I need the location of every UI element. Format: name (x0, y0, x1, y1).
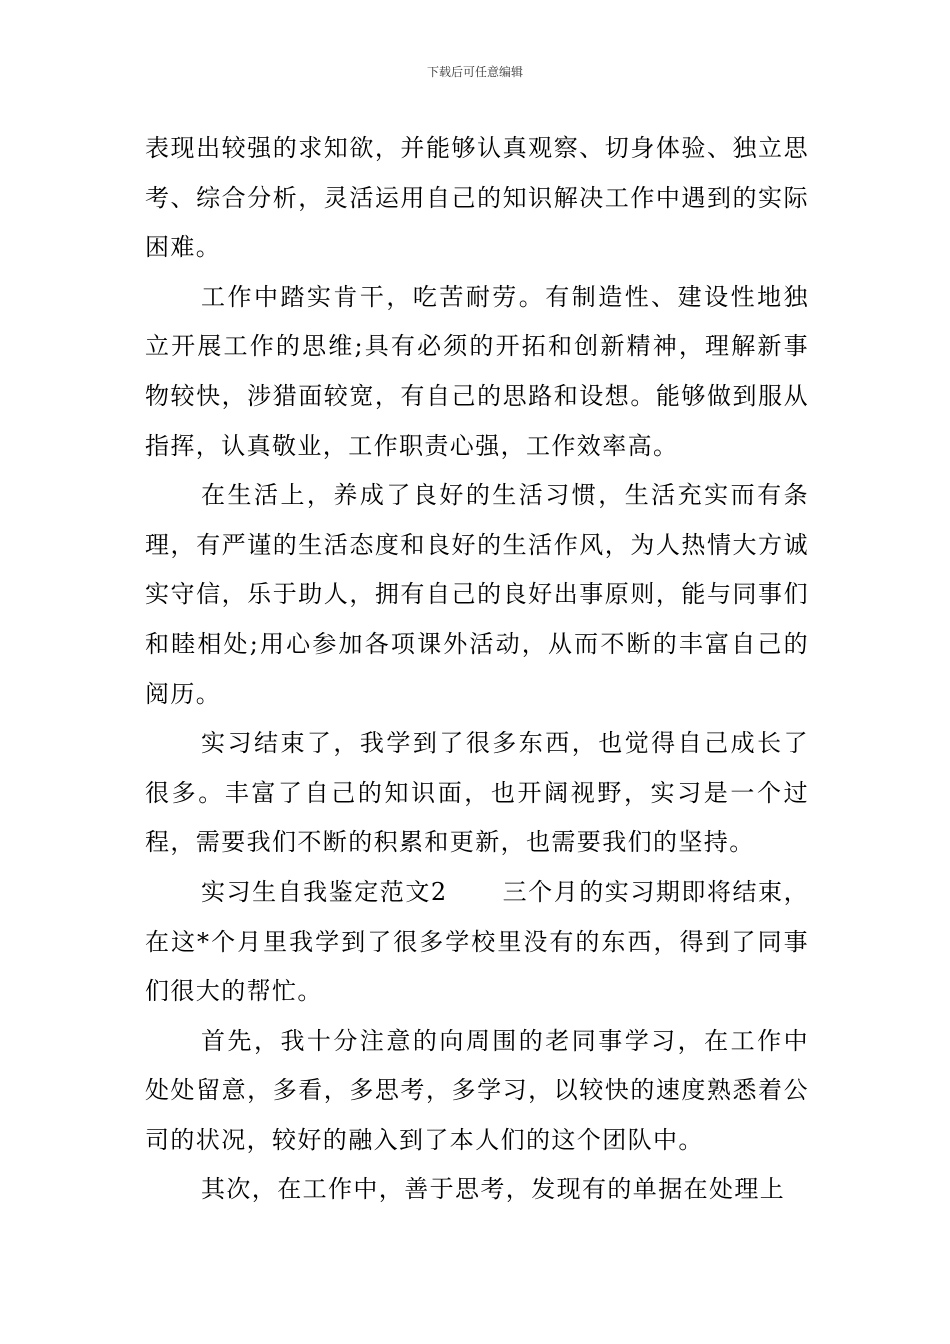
paragraph-1: 表现出较强的求知欲，并能够认真观察、切身体验、独立思考、综合分析，灵活运用自己的知识解决工作中遇到的实际困难。 (145, 134, 809, 262)
section-lead: 三个月的实习期即将结束，在这*个月里我学到了很多学校里没有的东西，得到了同事们很大的帮忙。 (145, 877, 809, 1006)
page-header-note: 下载后可任意编辑 (426, 65, 523, 79)
paragraph-6: 其次，在工作中，善于思考，发现有的单据在处理上 (201, 1175, 786, 1204)
paragraph-5: 首先，我十分注意的向周围的老同事学习，在工作中处处留意，多看，多思考，多学习，以较快的速度熟悉着公司的状况，较好的融入到了本人们的这个团队中。 (145, 1026, 809, 1154)
section-title: 实习生自我鉴定范文2 (201, 877, 448, 906)
document-body (145, 124, 809, 1215)
paragraph-3: 在生活上，养成了良好的生活习惯，生活充实而有条理，有严谨的生活态度和良好的生活作风，为人热情大方诚实守信，乐于助人，拥有自己的良好出事原则，能与同事们和睦相处;用心参加各项课外活动，从而不断的丰富自己的阅历。 (145, 481, 809, 708)
paragraph-2: 工作中踏实肯干，吃苦耐劳。有制造性、建设性地独立开展工作的思维;具有必须的开拓和创新精神，理解新事物较快，涉猎面较宽，有自己的思路和设想。能够做到服从指挥，认真敬业，工作职责心强，工作效率高。 (145, 282, 809, 460)
section-2-paragraph (145, 868, 809, 1017)
paragraph-4: 实习结束了，我学到了很多东西，也觉得自己成长了很多。丰富了自己的知识面，也开阔视野，实习是一个过程，需要我们不断的积累和更新，也需要我们的坚持。 (145, 729, 809, 857)
